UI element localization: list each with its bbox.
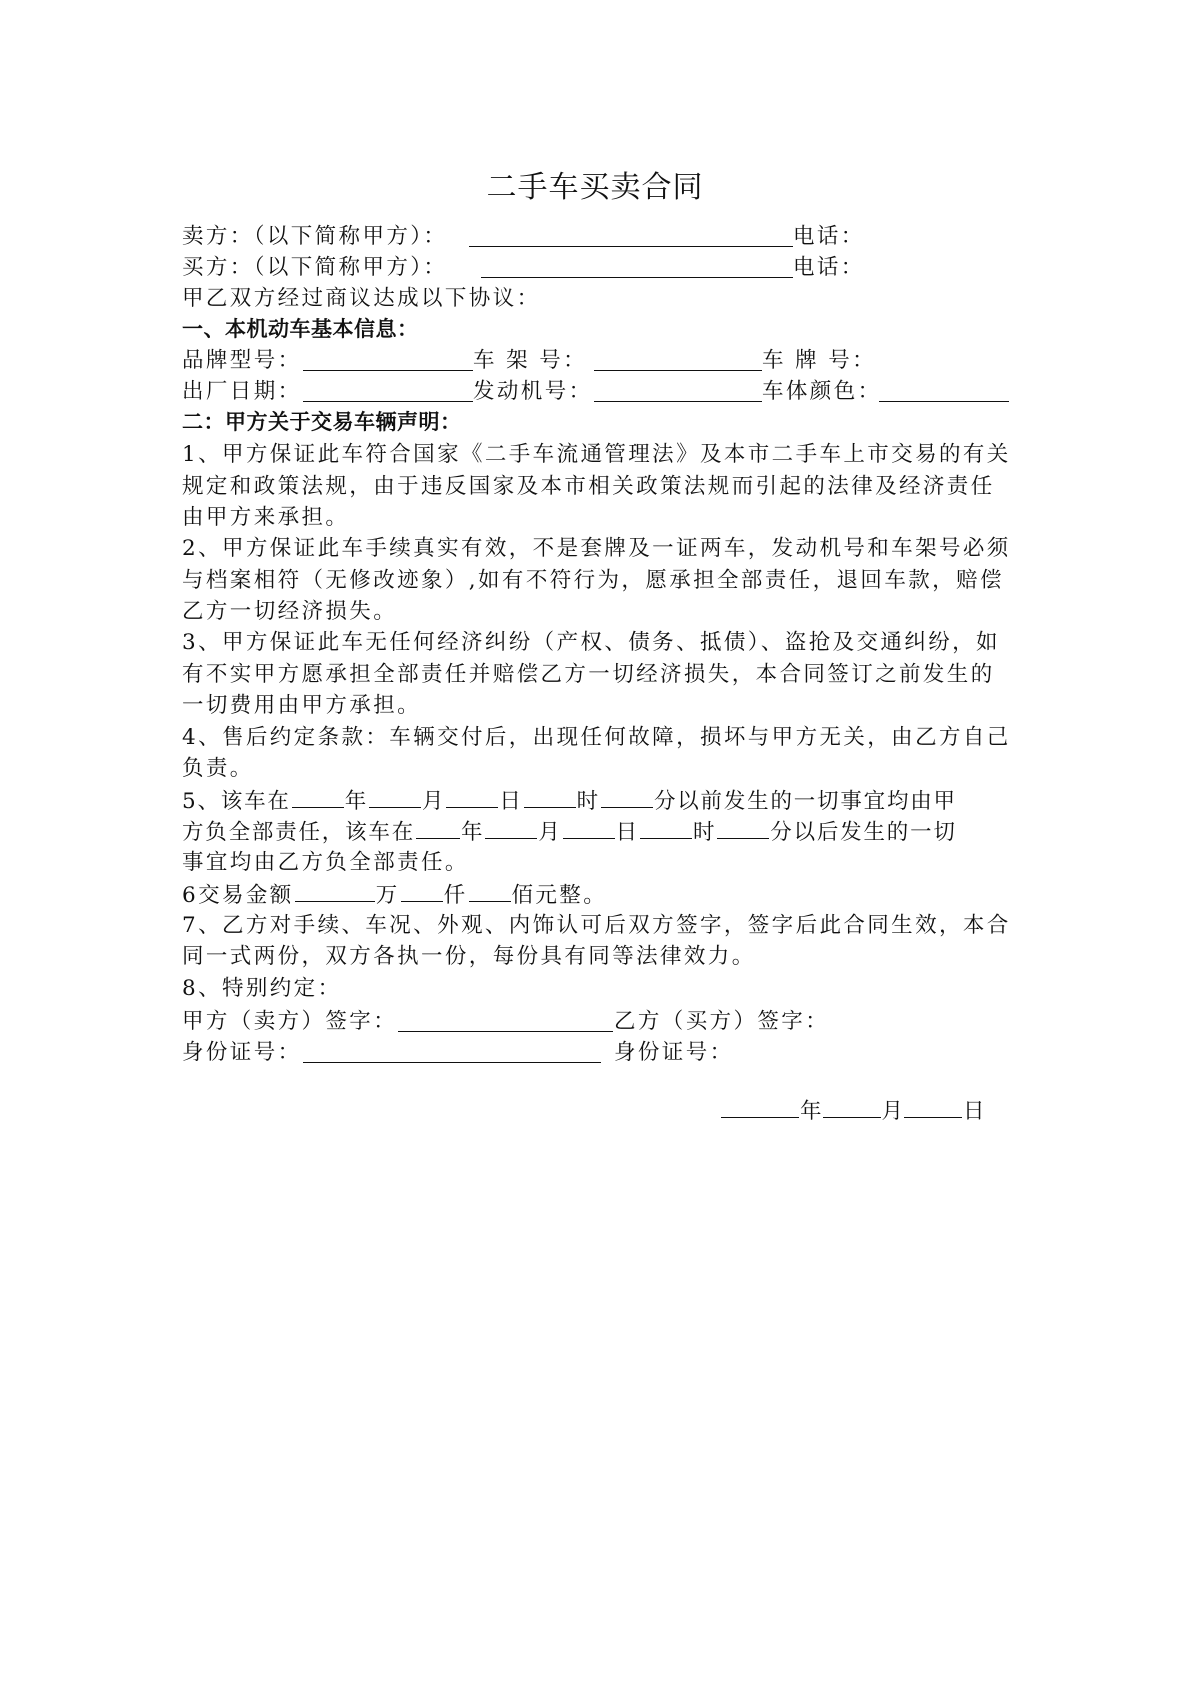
- body-color-field[interactable]: [879, 379, 1009, 402]
- item5-before-day-field[interactable]: [446, 785, 498, 808]
- item5-before-month-field[interactable]: [369, 785, 421, 808]
- item5-after-suffix: 分以后发生的一切: [770, 820, 957, 845]
- amount-wan-field[interactable]: [295, 879, 375, 902]
- item5-before-suffix: 分以前发生的一切事宜均由甲: [653, 789, 957, 814]
- footer-month-field[interactable]: [823, 1095, 881, 1118]
- section1-heading: 一、本机动车基本信息：: [182, 317, 419, 341]
- qian-label: 仟: [443, 883, 468, 908]
- document-title: 二手车买卖合同: [486, 170, 704, 205]
- item4-line1: 4、售后约定条款：车辆交付后，出现任何故障，损坏与甲方无关，由乙方自己: [182, 725, 1011, 750]
- item3-line3: 一切费用由甲方承担。: [182, 693, 422, 718]
- month-label: 月: [422, 789, 446, 814]
- seller-label: 卖方：（以下简称甲方）：: [182, 224, 448, 249]
- engine-no-field[interactable]: [594, 379, 762, 402]
- hour-label: 时: [692, 820, 717, 845]
- item5-line1: [182, 785, 1012, 816]
- footer-month-label: 月: [881, 1099, 904, 1124]
- seller-sign-label: 甲方（卖方）签字：: [182, 1009, 398, 1034]
- amount-bai-field[interactable]: [469, 879, 511, 902]
- brand-model-field[interactable]: [303, 348, 473, 371]
- month-label: 月: [538, 820, 562, 845]
- seller-name-field[interactable]: [469, 224, 793, 247]
- agreement-intro: 甲乙双方经过商议达成以下协议：: [182, 286, 541, 311]
- day-label: 日: [615, 820, 639, 845]
- buyer-name-field[interactable]: [481, 255, 793, 278]
- engine-no-label: 发动机号：: [473, 379, 593, 404]
- footer-day-field[interactable]: [904, 1095, 962, 1118]
- brand-label: 品牌型号：: [182, 348, 302, 373]
- item2-line2: 与档案相符（无修改迹象）,如有不符行为，愿承担全部责任，退回车款，赔偿: [182, 568, 1004, 593]
- buyer-phone-label: 电话：: [793, 255, 865, 280]
- buyer-label: 买方：（以下简称甲方）：: [182, 255, 448, 280]
- footer-day-label: 日: [963, 1099, 985, 1124]
- footer-year-field[interactable]: [721, 1095, 799, 1118]
- item5-after-month-field[interactable]: [485, 816, 537, 839]
- item2-line1: 2、甲方保证此车手续真实有效，不是套牌及一证两车，发动机号和车架号必须: [182, 536, 1011, 561]
- item1-line2: 规定和政策法规，由于违反国家及本市相关政策法规而引起的法律及经济责任: [182, 474, 995, 499]
- item1-line1: 1、甲方保证此车符合国家《二手车流通管理法》及本市二手车上市交易的有关: [182, 442, 1011, 467]
- item5-before-year-field[interactable]: [292, 785, 344, 808]
- item3-line1: 3、甲方保证此车无任何经济纠纷（产权、债务、抵债）、盗抢及交通纠纷，如: [182, 630, 1000, 655]
- item6-prefix: 6交易金额: [182, 883, 294, 908]
- frame-no-label: 车 架 号：: [473, 348, 588, 373]
- wan-label: 万: [375, 883, 400, 908]
- seller-id-label: 身份证号：: [182, 1040, 302, 1065]
- seller-id-field[interactable]: [303, 1040, 601, 1063]
- amount-qian-field[interactable]: [401, 879, 443, 902]
- year-label: 年: [461, 820, 485, 845]
- item5-after-minute-field[interactable]: [717, 816, 769, 839]
- section2-heading: 二：甲方关于交易车辆声明：: [182, 410, 462, 434]
- item1-line3: 由甲方来承担。: [182, 505, 350, 530]
- item7-line2: 同一式两份，双方各执一份，每份具有同等法律效力。: [182, 944, 756, 969]
- item5-before-hour-field[interactable]: [524, 785, 576, 808]
- seller-phone-label: 电话：: [793, 224, 865, 249]
- frame-no-field[interactable]: [594, 348, 762, 371]
- item2-line3: 乙方一切经济损失。: [182, 599, 398, 624]
- item4-line2: 负责。: [182, 756, 254, 781]
- body-color-label: 车体颜色：: [762, 379, 882, 404]
- seller-signature-field[interactable]: [398, 1009, 613, 1032]
- buyer-id-label: 身份证号：: [614, 1040, 734, 1065]
- item6-line: [182, 879, 1012, 910]
- item7-line1: 7、乙方对手续、车况、外观、内饰认可后双方签字，签字后此合同生效，本合: [182, 913, 1011, 938]
- buyer-sign-label: 乙方（买方）签字：: [614, 1009, 830, 1034]
- factory-date-field[interactable]: [303, 379, 473, 402]
- footer-year-label: 年: [800, 1099, 822, 1124]
- bai-label: 佰元整。: [511, 883, 608, 908]
- date-footer: [720, 1095, 1020, 1126]
- item5-after-year-field[interactable]: [416, 816, 460, 839]
- item5-before-minute-field[interactable]: [601, 785, 653, 808]
- item3-line2: 有不实甲方愿承担全部责任并赔偿乙方一切经济损失，本合同签订之前发生的: [182, 662, 995, 687]
- day-label: 日: [499, 789, 523, 814]
- item5-line2-prefix: 方负全部责任，该车在: [182, 820, 416, 845]
- hour-label: 时: [576, 789, 600, 814]
- item5-after-hour-field[interactable]: [640, 816, 692, 839]
- plate-no-label: 车 牌 号：: [762, 348, 877, 373]
- year-label: 年: [344, 789, 368, 814]
- factory-date-label: 出厂日期：: [182, 379, 302, 404]
- item5-after-day-field[interactable]: [563, 816, 615, 839]
- item5-prefix: 5、该车在: [182, 789, 291, 814]
- item5-line3: 事宜均由乙方负全部责任。: [182, 850, 469, 875]
- item5-line2: [182, 816, 1012, 847]
- item8-line: 8、特别约定：: [182, 976, 342, 1001]
